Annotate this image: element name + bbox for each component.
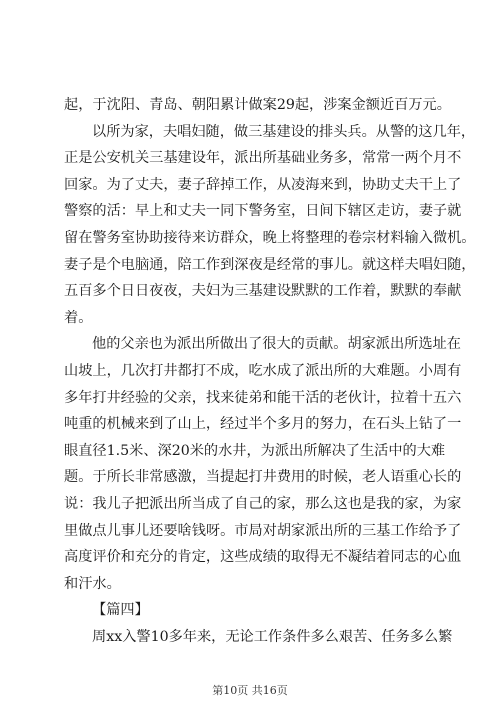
text-line: 和汗水。 bbox=[64, 575, 121, 592]
paragraph-start-line: 周xx入警10多年来，无论工作条件多么艰苦、任务多么繁 bbox=[92, 628, 453, 645]
paragraph-start-line: 以所为家，夫唱妇随，做三基建设的排头兵。从警的这几年， bbox=[92, 123, 476, 140]
text-line: 回家。为了丈夫，妻子辞掉工作，从凌海来到，协助丈夫干上了 bbox=[64, 176, 462, 193]
text-line: 山坡上，几次打井都打不成，吃水成了派出所的大难题。小周有 bbox=[64, 362, 462, 379]
text-line: 妻子是个电脑通，陪工作到深夜是经常的事儿。就这样夫唱妇随， bbox=[64, 256, 476, 273]
text-line: 起，于沈阳、青岛、朝阳累计做案29起，涉案金额近百万元。 bbox=[64, 97, 451, 113]
text-line: 着。 bbox=[64, 309, 93, 326]
text-line: 说：我儿子把派出所当成了自己的家，那么这也是我的家，为家 bbox=[64, 495, 462, 512]
text-line: 正是公安机关三基建设年，派出所基础业务多，常常一两个月不 bbox=[64, 150, 462, 167]
text-line: 里做点儿事儿还要啥钱呀。市局对胡家派出所的三基工作给予了 bbox=[64, 522, 462, 539]
text-line: 留在警务室协助接待来访群众，晚上将整理的卷宗材料输入微机。 bbox=[64, 229, 476, 246]
section-heading: 【篇四】 bbox=[92, 602, 149, 619]
text-line: 题。于所长非常感激，当提起打井费用的时候，老人语重心长的 bbox=[64, 469, 462, 486]
page-number-footer: 第10页 共16页 bbox=[212, 684, 288, 697]
text-line: 多年打井经验的父亲，找来徒弟和能干活的老伙计，拉着十五六 bbox=[64, 389, 462, 406]
document-body bbox=[64, 92, 476, 650]
text-line: 眼直径1.5米、深20米的水井，为派出所解决了生活中的大难 bbox=[64, 442, 446, 459]
text-line: 警察的活：早上和丈夫一同下警务室，日间下辖区走访，妻子就 bbox=[64, 203, 462, 220]
paragraph-start-line: 他的父亲也为派出所做出了很大的贡献。胡家派出所选址在 bbox=[92, 336, 461, 353]
text-line: 五百多个日日夜夜，夫妇为三基建设默默的工作着，默默的奉献 bbox=[64, 283, 462, 300]
text-line: 高度评价和充分的肯定，这些成绩的取得无不凝结着同志的心血 bbox=[64, 549, 462, 566]
text-line: 吨重的机械来到了山上，经过半个多月的努力，在石头上钻了一 bbox=[64, 416, 462, 433]
